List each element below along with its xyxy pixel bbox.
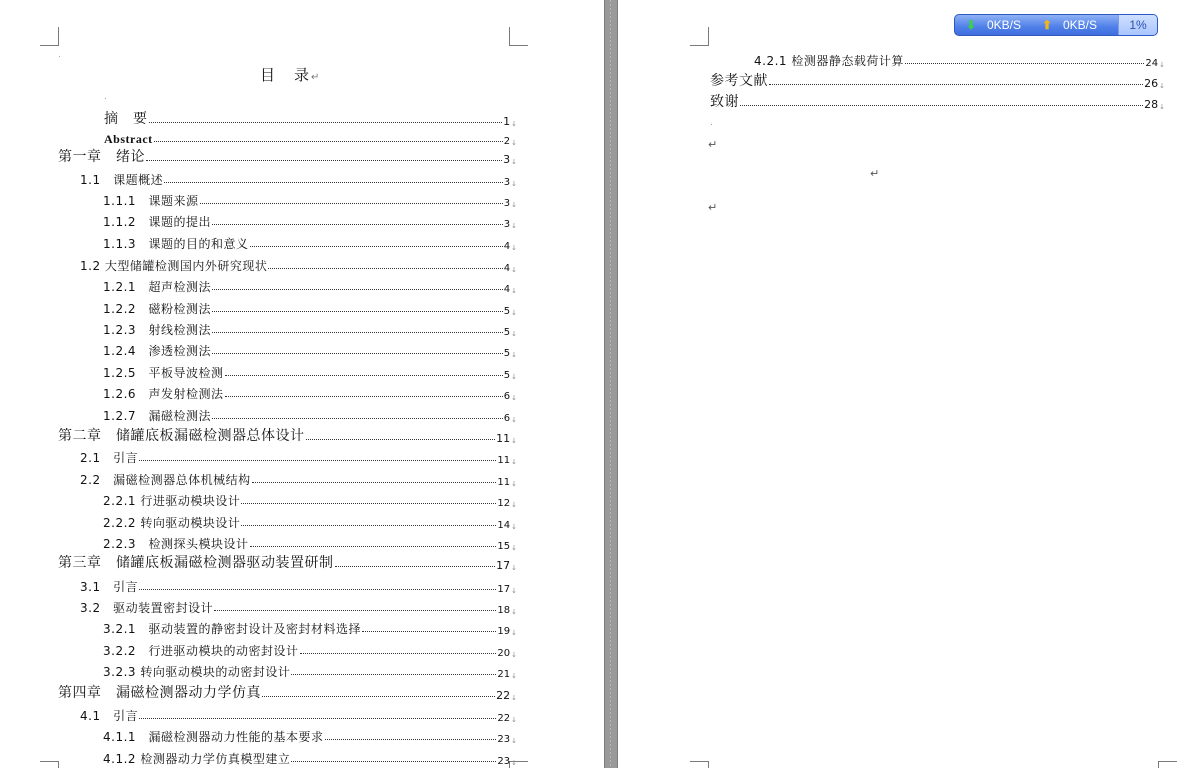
cpu-usage: 1% (1118, 15, 1157, 35)
line-end-mark: ↓ (1159, 103, 1165, 111)
line-end-mark: ↓ (511, 351, 517, 359)
toc-dot-leader (250, 246, 503, 247)
toc-entry-title: 1.2.7 漏磁检测法 (103, 409, 212, 423)
toc-entry[interactable] (80, 445, 517, 466)
toc-entry[interactable] (80, 167, 517, 188)
line-end-mark: ↓ (511, 287, 517, 295)
toc-entry[interactable] (710, 90, 1165, 111)
toc-dot-leader (325, 739, 497, 740)
toc-page-number: 5 (503, 306, 511, 317)
toc-entry-title: 致谢 (710, 94, 739, 110)
toc-entry-title: 3.2 驱动装置密封设计 (80, 601, 214, 615)
toc-dot-leader (241, 525, 496, 526)
toc-entry[interactable] (103, 381, 517, 402)
toc-entry-title: 1.1.3 课题的目的和意义 (103, 237, 249, 251)
toc-entry[interactable] (80, 703, 517, 724)
toc-page-number: 23 (497, 734, 511, 745)
toc-entry[interactable] (80, 253, 517, 274)
toc-entry[interactable] (103, 296, 517, 317)
line-end-mark: ↓ (511, 244, 517, 252)
toc-entry[interactable] (103, 317, 517, 338)
toc-entry-title: 2.2.3 检测探头模块设计 (103, 537, 249, 551)
toc-page-number: 20 (497, 648, 511, 659)
toc-page-number: 1 (503, 115, 511, 128)
toc-entry[interactable] (58, 551, 517, 572)
toc-page-number: 19 (497, 626, 511, 637)
line-end-mark: ↓ (511, 120, 517, 128)
line-end-mark: ↓ (511, 180, 517, 188)
toc-dot-leader (212, 353, 503, 354)
toc-dot-leader (212, 332, 503, 333)
toc-entry-title: Abstract (104, 132, 153, 146)
toc-entry-title: 1.2.6 声发射检测法 (103, 387, 224, 401)
toc-entry-title: 1.1.1 课题来源 (103, 194, 199, 208)
toc-entry-title: 1.2.2 磁粉检测法 (103, 302, 212, 316)
toc-page-number: 4 (503, 241, 511, 252)
paragraph-mark: ↵ (708, 201, 718, 214)
toc-page-number: 3 (503, 177, 511, 188)
toc-dot-leader (225, 375, 503, 376)
toc-page-number: 5 (503, 370, 511, 381)
toc-entry-title: 3.1 引言 (80, 580, 139, 594)
page-gutter (604, 0, 618, 768)
toc-dot-leader (335, 566, 496, 567)
toc-entry-title: 1.1.2 课题的提出 (103, 215, 212, 229)
page-corner-mark (690, 761, 709, 768)
toc-dot-leader (212, 289, 503, 290)
toc-dot-leader (250, 546, 497, 547)
toc-entry-title: 2.1 引言 (80, 451, 139, 465)
toc-entry-title: 第四章 漏磁检测器动力学仿真 (58, 685, 261, 701)
toc-page-number: 3 (503, 198, 511, 209)
toc-page-number: 4 (503, 263, 511, 274)
toc-dot-leader (291, 761, 496, 762)
toc-page-number: 12 (497, 498, 511, 509)
toc-entry-title: 参考文献 (710, 73, 768, 89)
toc-entry-title: 摘 要 (104, 111, 148, 127)
toc-title-text: 目 录 (260, 66, 312, 84)
toc-entry[interactable] (104, 107, 517, 128)
format-mark: . (710, 118, 713, 128)
toc-entry[interactable] (103, 659, 517, 680)
line-end-mark: ↓ (511, 416, 517, 424)
toc-entry-title: 1.2.1 超声检测法 (103, 280, 212, 294)
page-corner-mark (40, 27, 59, 46)
toc-entry-title: 3.2.1 驱动装置的静密封设计及密封材料选择 (103, 622, 362, 636)
toc-entry-title: 1.2.3 射线检测法 (103, 323, 212, 337)
toc-entry-title: 4.2.1 检测器静态载荷计算 (754, 54, 904, 68)
line-end-mark: ↓ (1159, 82, 1165, 90)
toc-entry-title: 2.2.1 行进驱动模块设计 (103, 494, 241, 508)
toc-entry[interactable] (103, 231, 517, 252)
page-corner-mark (509, 27, 528, 46)
line-end-mark: ↓ (511, 309, 517, 317)
toc-page-number: 5 (503, 348, 511, 359)
line-end-mark: ↓ (511, 394, 517, 402)
line-end-mark: ↓ (511, 330, 517, 338)
line-end-mark: ↓ (511, 672, 517, 680)
toc-entry[interactable] (103, 746, 517, 767)
toc-dot-leader (362, 631, 496, 632)
toc-page-number: 14 (497, 520, 511, 531)
toc-entry[interactable] (58, 145, 517, 166)
paragraph-mark: ↵ (311, 72, 322, 83)
toc-page-number: 11 (497, 477, 511, 488)
toc-page-number: 5 (503, 327, 511, 338)
toc-page-number: 22 (497, 713, 511, 724)
toc-entry[interactable] (80, 574, 517, 595)
toc-entry-title: 3.2.2 行进驱动模块的动密封设计 (103, 644, 299, 658)
format-mark: . (58, 50, 61, 60)
network-monitor-widget[interactable] (954, 14, 1158, 36)
toc-entry[interactable] (103, 616, 517, 637)
line-end-mark: ↓ (511, 737, 517, 745)
toc-dot-leader (146, 160, 502, 161)
toc-entry[interactable] (103, 510, 517, 531)
toc-page-number: 17 (496, 559, 511, 572)
toc-entry[interactable] (103, 724, 517, 745)
toc-entry[interactable] (58, 424, 517, 445)
toc-page-number: 15 (497, 541, 511, 552)
toc-dot-leader (262, 696, 495, 697)
toc-entry[interactable] (710, 69, 1165, 90)
line-end-mark: ↓ (511, 139, 517, 147)
toc-page-number: 6 (503, 391, 511, 402)
toc-page-number: 4 (503, 284, 511, 295)
download-rate: 0KB/S (987, 18, 1022, 32)
toc-page-number: 28 (1144, 98, 1159, 111)
toc-dot-leader (139, 718, 496, 719)
toc-dot-leader (252, 482, 497, 483)
toc-entry-title: 第一章 绪论 (58, 149, 145, 165)
toc-dot-leader (268, 268, 502, 269)
toc-entry-title: 1.1 课题概述 (80, 173, 164, 187)
toc-entry[interactable] (103, 188, 517, 209)
toc-dot-leader (139, 460, 496, 461)
toc-entry-title: 4.1.1 漏磁检测器动力性能的基本要求 (103, 730, 324, 744)
line-end-mark: ↓ (511, 694, 517, 702)
toc-dot-leader (241, 503, 496, 504)
toc-entry[interactable] (103, 638, 517, 659)
toc-page-number: 2 (503, 136, 511, 147)
toc-entry[interactable] (103, 360, 517, 381)
toc-entry-title: 2.2.2 转向驱动模块设计 (103, 516, 241, 530)
line-end-mark: ↓ (511, 523, 517, 531)
toc-page-number: 3 (503, 153, 511, 166)
line-end-mark: ↓ (511, 222, 517, 230)
toc-dot-leader (164, 182, 503, 183)
toc-entry[interactable] (103, 209, 517, 230)
toc-entry[interactable] (103, 274, 517, 295)
toc-entry[interactable] (58, 681, 517, 702)
line-end-mark: ↓ (511, 544, 517, 552)
toc-dot-leader (291, 674, 496, 675)
toc-dot-leader (154, 141, 503, 142)
toc-entry[interactable] (754, 48, 1165, 69)
line-end-mark: ↓ (511, 201, 517, 209)
arrow-down-icon: ⬇ (965, 18, 977, 32)
page-corner-mark (40, 761, 59, 768)
paragraph-mark: ↵ (870, 167, 880, 180)
toc-dot-leader (200, 203, 503, 204)
line-end-mark: ↓ (511, 608, 517, 616)
toc-page-number: 17 (497, 584, 511, 595)
toc-page-number: 22 (496, 689, 511, 702)
line-end-mark: ↓ (511, 501, 517, 509)
format-mark: . (104, 92, 107, 102)
line-end-mark: ↓ (511, 716, 517, 724)
toc-dot-leader (212, 418, 503, 419)
line-end-mark: ↓ (511, 480, 517, 488)
toc-dot-leader (212, 224, 503, 225)
toc-entry[interactable] (104, 126, 517, 147)
toc-dot-leader (139, 589, 496, 590)
toc-page-number: 24 (1145, 58, 1159, 69)
toc-page-number: 23 (497, 756, 511, 767)
toc-page-number: 18 (497, 605, 511, 616)
toc-entry-title: 第三章 储罐底板漏磁检测器驱动装置研制 (58, 555, 334, 571)
arrow-up-icon: ⬆ (1041, 18, 1053, 32)
toc-entry-title: 4.1.2 检测器动力学仿真模型建立 (103, 752, 291, 766)
toc-page-number: 21 (497, 669, 511, 680)
toc-entry-title: 1.2.5 平板导波检测 (103, 366, 224, 380)
toc-dot-leader (225, 396, 503, 397)
toc-entry[interactable] (103, 531, 517, 552)
page-corner-mark (1158, 761, 1177, 768)
line-end-mark: ↓ (1159, 61, 1165, 69)
toc-entry-title: 1.2 大型储罐检测国内外研究现状 (80, 259, 268, 273)
toc-entry-title: 第二章 储罐底板漏磁检测器总体设计 (58, 428, 305, 444)
line-end-mark: ↓ (511, 651, 517, 659)
line-end-mark: ↓ (511, 158, 517, 166)
toc-dot-leader (212, 311, 503, 312)
line-end-mark: ↓ (511, 587, 517, 595)
toc-page-number: 26 (1144, 77, 1159, 90)
toc-entry[interactable] (103, 338, 517, 359)
toc-entry[interactable] (80, 595, 517, 616)
line-end-mark: ↓ (511, 266, 517, 274)
toc-page-number: 3 (503, 219, 511, 230)
toc-entry-title: 4.1 引言 (80, 709, 139, 723)
toc-entry[interactable] (80, 467, 517, 488)
line-end-mark: ↓ (511, 564, 517, 572)
toc-dot-leader (306, 439, 496, 440)
line-end-mark: ↓ (511, 759, 517, 767)
document-page-right (618, 0, 1186, 768)
toc-dot-leader (905, 63, 1145, 64)
page-corner-mark (690, 27, 709, 46)
toc-dot-leader (740, 105, 1143, 106)
toc-entry[interactable] (103, 488, 517, 509)
toc-title[interactable] (260, 64, 321, 85)
toc-page-number: 11 (496, 432, 511, 445)
line-end-mark: ↓ (511, 458, 517, 466)
toc-page-number: 11 (497, 455, 511, 466)
toc-dot-leader (149, 122, 503, 123)
line-end-mark: ↓ (511, 373, 517, 381)
toc-entry[interactable] (103, 403, 517, 424)
toc-dot-leader (214, 610, 496, 611)
line-end-mark: ↓ (511, 437, 517, 445)
toc-entry-title: 2.2 漏磁检测器总体机械结构 (80, 473, 251, 487)
toc-entry-title: 1.2.4 渗透检测法 (103, 344, 212, 358)
toc-dot-leader (769, 84, 1143, 85)
toc-entry-title: 3.2.3 转向驱动模块的动密封设计 (103, 665, 291, 679)
toc-page-number: 6 (503, 413, 511, 424)
upload-rate: 0KB/S (1063, 18, 1098, 32)
toc-dot-leader (300, 653, 497, 654)
line-end-mark: ↓ (511, 629, 517, 637)
paragraph-mark: ↵ (708, 138, 718, 151)
